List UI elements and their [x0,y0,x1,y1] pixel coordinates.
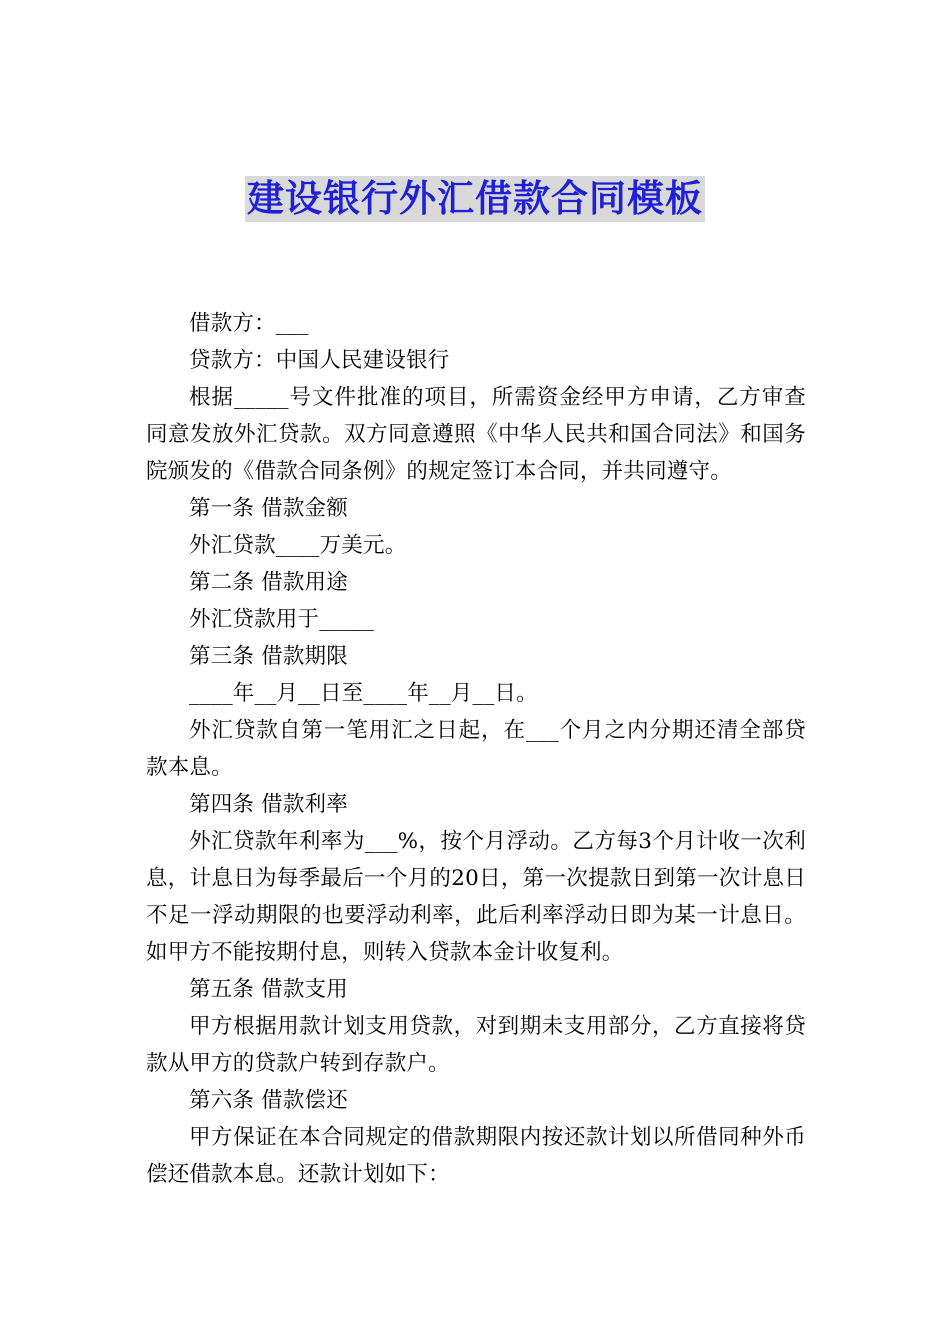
article-5-heading: 第五条 借款支用 [189,977,348,1002]
article-1-heading: 第一条 借款金额 [189,496,348,521]
article-5-text: 甲方根据用款计划支用贷款，对到期未支用部分，乙方直接将贷款从甲方的贷款户转到存款户。 [146,1014,806,1076]
article-2-text: 外汇贷款用于_____ [189,607,374,632]
article-3-text: 外汇贷款自第一笔用汇之日起，在___个月之内分期还清全部贷款本息。 [146,718,806,780]
article-6-text: 甲方保证在本合同规定的借款期限内按还款计划以所借同种外币偿还借款本息。还款计划如下： [146,1125,806,1187]
preamble-paragraph: 根据_____号文件批准的项目，所需资金经甲方申请，乙方审查同意发放外汇贷款。双方同意遵照《中华人民共和国合同法》和国务院颁发的《借款合同条例》的规定签订本合同，并共同遵守。 [146,385,806,484]
article-3-dates: ____年__月__日至____年__月__日。 [189,681,538,706]
party-lender: 贷款方：中国人民建设银行 [189,348,450,373]
article-6-heading: 第六条 借款偿还 [189,1088,348,1113]
article-4-text: 外汇贷款年利率为___%，按个月浮动。乙方每3个月计收一次利息，计息日为每季最后一个月的20日，第一次提款日到第一次计息日不足一浮动期限的也要浮动利率，此后利率浮动日即为某一计息日。如甲方不能按期付息，则转入贷款本金计收复利。 [146,829,806,965]
article-2-heading: 第二条 借款用途 [189,570,348,595]
party-borrower: 借款方：___ [189,311,309,336]
article-1-text: 外汇贷款____万美元。 [189,533,407,558]
title-block [0,176,950,222]
article-3-heading: 第三条 借款期限 [189,644,348,669]
document-title: 建设银行外汇借款合同模板 [247,177,703,220]
article-4-heading: 第四条 借款利率 [189,792,348,817]
document-body [146,305,806,1193]
